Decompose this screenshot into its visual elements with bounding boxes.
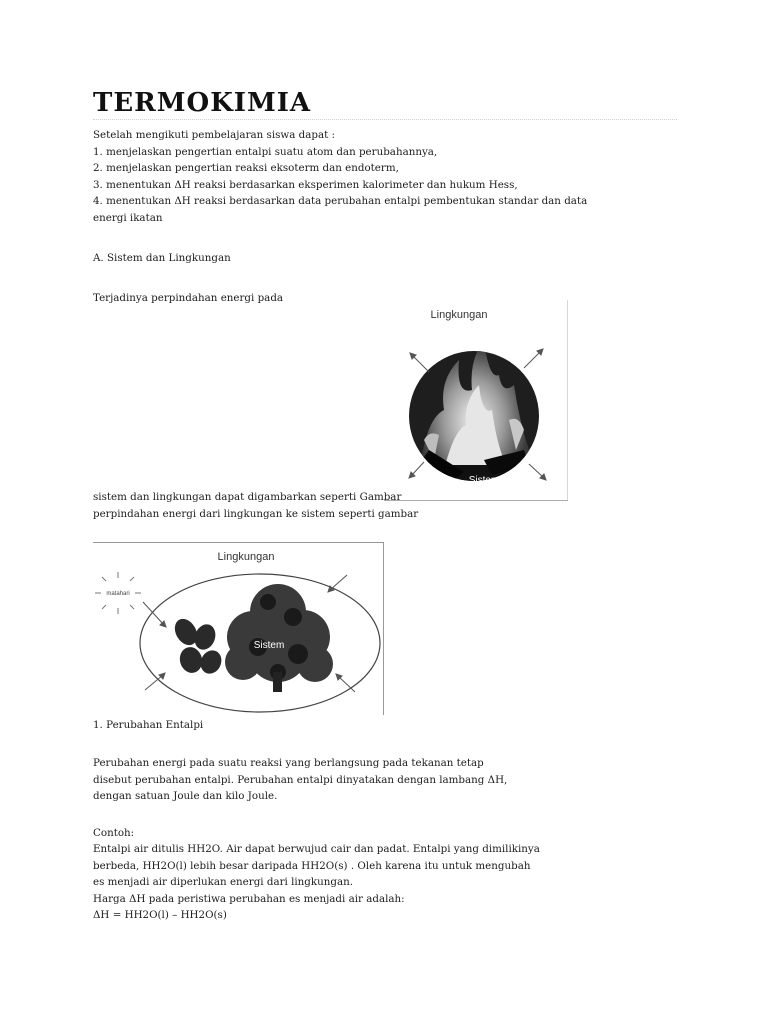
document-title: TERMOKIMIA [93, 88, 312, 118]
fig2-label-sun: matahari [106, 591, 130, 597]
system-caption-2: perpindahan energi dari lingkungan ke sistem seperti gambar [93, 508, 419, 520]
objective-4: 4. menentukan ΔH reaksi berdasarkan data perubahan entalpi pembentukan standar dan data [93, 195, 588, 207]
intro-line: Setelah mengikuti pembelajaran siswa dapat : [93, 129, 335, 141]
figure1-bottom-rule [384, 500, 568, 501]
objective-2: 2. menjelaskan pengertian reaksi eksoterm dan endoterm, [93, 162, 399, 174]
fig2-label-environment: Lingkungan [217, 551, 275, 563]
paragraph-enthalpy [93, 755, 573, 805]
para2-line-1: Entalpi air ditulis HH2O. Air dapat berwujud cair dan padat. Entalpi yang dimilikinya [93, 843, 540, 855]
para2-line-4: Harga ΔH pada peristiwa perubahan es menjadi air adalah: [93, 892, 405, 905]
para1-line-3: dengan satuan Joule dan kilo Joule. [93, 790, 278, 802]
section-heading-1: 1. Perubahan Entalpi [93, 719, 204, 731]
para1-line-1: Perubahan energi pada suatu reaksi yang berlangsung pada tekanan tetap [93, 757, 484, 769]
fig1-label-environment: Lingkungan [430, 309, 488, 321]
figure-system-environment-fire [384, 300, 568, 500]
para2-line-2: berbeda, HH2O(l) lebih besar daripada HH2O(s) . Oleh karena itu untuk mengubah [93, 859, 531, 872]
para2-line-5: ΔH = HH2O(l) – HH2O(s) [93, 909, 227, 921]
title-divider [93, 119, 677, 120]
para1-line-2: disebut perubahan entalpi. Perubahan entalpi dinyatakan dengan lambang ΔH, [93, 773, 508, 786]
example-label: Contoh: [93, 827, 135, 839]
objective-3: 3. menentukan ΔH reaksi berdasarkan eksperimen kalorimeter dan hukum Hess, [93, 178, 518, 191]
para2-line-3: es menjadi air diperlukan energi dari lingkungan. [93, 876, 354, 888]
fig2-label-system: Sistem [253, 640, 285, 651]
section-heading-a: A. Sistem dan Lingkungan [93, 252, 231, 264]
paragraph-example [93, 841, 573, 924]
system-caption-1: sistem dan lingkungan dapat digambarkan seperti Gambar [93, 491, 402, 503]
transfer-text: Terjadinya perpindahan energi pada [93, 292, 284, 304]
figure-energy-transfer-tree [93, 542, 384, 715]
figure1-right-rule [567, 300, 568, 500]
objective-1: 1. menjelaskan pengertian entalpi suatu atom dan perubahannya, [93, 145, 438, 158]
objective-4-continued: energi ikatan [93, 211, 163, 224]
objectives-block [93, 127, 588, 226]
fig1-label-system: Sistem [468, 475, 500, 486]
